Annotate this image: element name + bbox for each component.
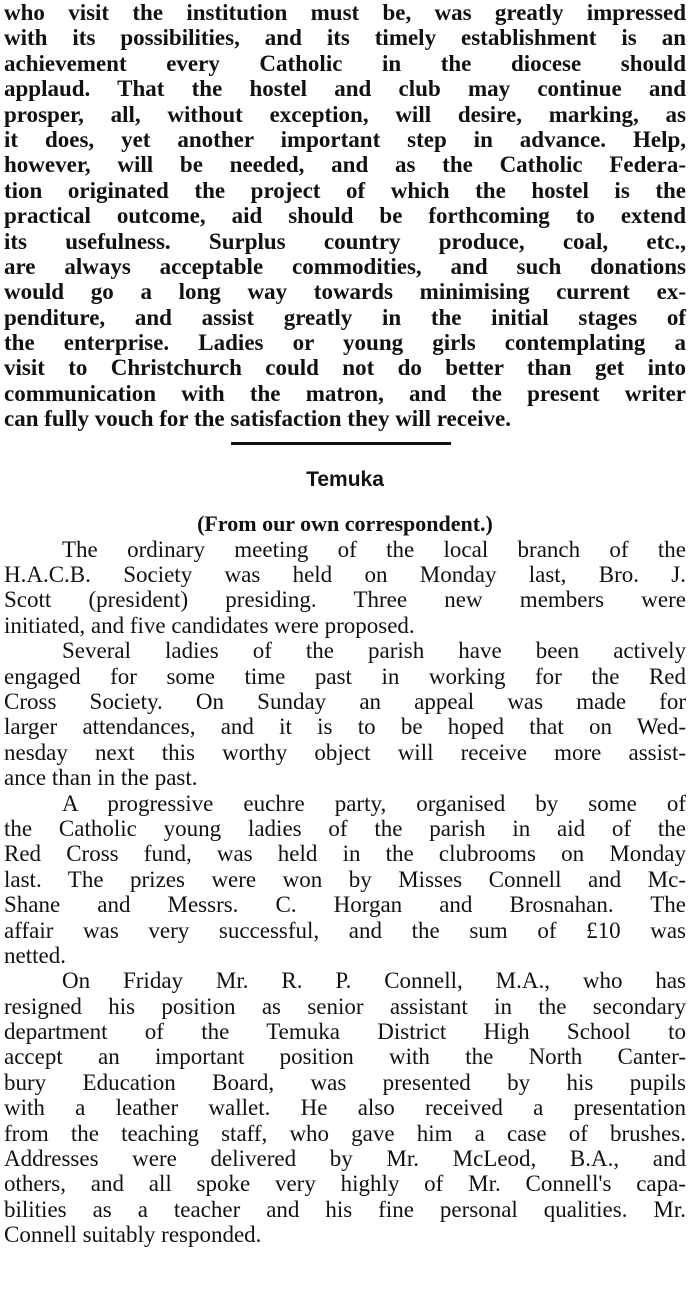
text-line: resigned his position as senior assistant in the secondary xyxy=(4,993,686,1019)
text-line: tion originated the project of which the hostel is the xyxy=(4,177,686,203)
text-line: Several ladies of the parish have been actively xyxy=(62,638,686,664)
text-line: larger attendances, and it is to be hoped that on Wed- xyxy=(4,714,686,740)
text-line: bury Education Board, was presented by his pupils xyxy=(4,1069,686,1095)
text-line: with a leather wallet. He also received a presentation xyxy=(4,1095,686,1121)
text-line: with its possibilities, and its timely establishment is an xyxy=(4,25,686,51)
text-line: Addresses were delivered by Mr. McLeod, B.A., and xyxy=(4,1146,686,1172)
text-line: department of the Temuka District High School to xyxy=(4,1019,686,1045)
text-line: others, and all spoke very highly of Mr. Connell's capa- xyxy=(4,1171,686,1197)
text-line: are always acceptable commodities, and such donations xyxy=(4,253,686,279)
newspaper-column xyxy=(4,0,686,1248)
text-line: the enterprise. Ladies or young girls contemplating a xyxy=(4,330,686,356)
text-line: the Catholic young ladies of the parish in aid of the xyxy=(4,815,686,841)
paragraph-red-cross xyxy=(4,638,686,790)
text-line: The ordinary meeting of the local branch of the xyxy=(62,536,686,562)
text-line: engaged for some time past in working for the Red xyxy=(4,663,686,689)
paragraph-presentation xyxy=(4,968,686,1247)
text-line: netted. xyxy=(4,942,66,968)
paragraph-euchre-party xyxy=(4,791,686,969)
text-line: Red Cross fund, was held in the clubrooms on Monday xyxy=(4,841,686,867)
text-line: Shane and Messrs. C. Horgan and Brosnahan. The xyxy=(4,892,686,918)
text-line: accept an important position with the North Canter- xyxy=(4,1044,686,1070)
text-line: its usefulness. Surplus country produce, coal, etc., xyxy=(4,228,686,254)
text-line: bilities as a teacher and his fine personal qualities. Mr. xyxy=(4,1196,686,1222)
text-line: ance than in the past. xyxy=(4,765,198,791)
text-line: achievement every Catholic in the diocese should xyxy=(4,50,686,76)
paragraph-meeting xyxy=(4,537,686,639)
text-line: from the teaching staff, who gave him a case of brushes. xyxy=(4,1120,686,1146)
text-line: who visit the institution must be, was greatly impressed xyxy=(4,0,686,25)
text-line: can fully vouch for the satisfaction they will receive. xyxy=(4,406,511,432)
text-line: Cross Society. On Sunday an appeal was made for xyxy=(4,688,686,714)
text-line: it does, yet another important step in advance. Help, xyxy=(4,126,686,152)
text-line: affair was very successful, and the sum of £10 was xyxy=(4,917,686,943)
section-title: Temuka xyxy=(306,467,384,491)
section-divider xyxy=(231,442,451,445)
text-line: initiated, and five candidates were proposed. xyxy=(4,612,415,638)
text-line: On Friday Mr. R. P. Connell, M.A., who has xyxy=(62,968,686,994)
text-line: would go a long way towards minimising current ex- xyxy=(4,279,686,305)
text-line: penditure, and assist greatly in the initial stages of xyxy=(4,304,686,330)
text-line: prosper, all, without exception, will desire, marking, as xyxy=(4,101,686,127)
text-line: H.A.C.B. Society was held on Monday last, Bro. J. xyxy=(4,562,686,588)
text-line: A progressive euchre party, organised by some of xyxy=(62,790,686,816)
text-line: communication with the matron, and the present writer xyxy=(4,380,686,406)
text-line: Connell suitably responded. xyxy=(4,1222,262,1248)
text-line: last. The prizes were won by Misses Connell and Mc- xyxy=(4,866,686,892)
text-line: practical outcome, aid should be forthcoming to extend xyxy=(4,203,686,229)
text-line: nesday next this worthy object will receive more assist- xyxy=(4,739,686,765)
intro-paragraph xyxy=(4,0,686,432)
text-line: visit to Christchurch could not do better than get into xyxy=(4,355,686,381)
text-line: however, will be needed, and as the Catholic Federa- xyxy=(4,152,686,178)
text-line: Scott (president) presiding. Three new members were xyxy=(4,587,686,613)
text-line: applaud. That the hostel and club may continue and xyxy=(4,76,686,102)
section-byline: (From our own correspondent.) xyxy=(197,510,493,536)
